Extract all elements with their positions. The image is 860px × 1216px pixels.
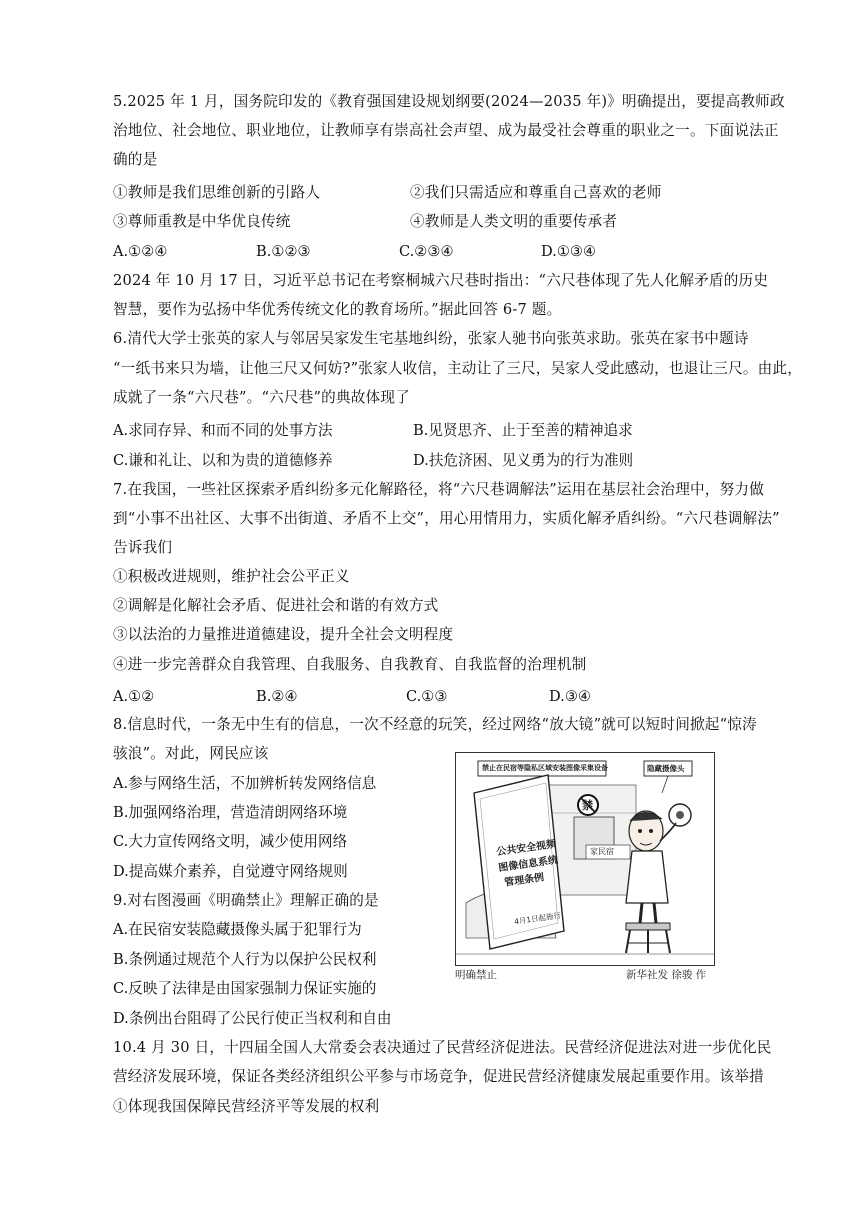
cartoon-caption-right: 新华社发 徐骏 作	[626, 969, 707, 981]
q7-option-c: C.①③	[406, 688, 448, 705]
q6-option-a: A.求同存异、和而不同的处事方法	[113, 422, 333, 439]
q5-stem-line-3: 确的是	[113, 151, 158, 168]
q5-option-a: A.①②④	[113, 243, 168, 260]
cartoon-banner-text: 禁止在民宿等隐私区域安装图像采集设备	[482, 764, 608, 772]
q9-option-c: C.反映了法律是由国家强制力保证实施的	[113, 980, 377, 997]
q9-option-b: B.条例通过规范个人行为以保护公民权利	[113, 951, 377, 968]
cartoon-door-sign-text: 家民宿	[590, 847, 614, 856]
q5-statement-1: ①教师是我们思维创新的引路人	[113, 184, 321, 201]
q7-option-d: D.③④	[549, 688, 591, 705]
q6-stem-line-3: 成就了一条“六尺巷”。“六尺巷”的典故体现了	[113, 389, 410, 406]
q5-statement-4: ④教师是人类文明的重要传承者	[410, 213, 618, 230]
q7-option-a: A.①②	[113, 688, 155, 705]
intro67-line-2: 智慧，要作为弘扬中华优秀传统文化的教育场所。”据此回答 6-7 题。	[113, 301, 562, 318]
q5-stem-line-1: 5.2025 年 1 月，国务院印发的《教育强国建设规划纲要(2024—2035 年)》明确提出，要提高教师政	[113, 93, 785, 110]
q10-stem-line-1: 10.4 月 30 日，十四届全国人大常委会表决通过了民营经济促进法。民营经济促进法对进一步优化民	[113, 1039, 772, 1056]
q7-stem-line-1: 7.在我国，一些社区探索矛盾纠纷多元化解路径，将“六尺巷调解法”运用在基层社会治理中，努力做	[113, 481, 764, 498]
q5-option-d: D.①③④	[541, 243, 597, 260]
cartoon-sign-text: 禁	[582, 799, 593, 812]
q7-stem-line-2: 到“小事不出社区、大事不出街道、矛盾不上交”，用心用情用力，实质化解矛盾纠纷。“六尺巷调解法”	[113, 510, 780, 527]
cartoon-doc-title-3: 管理条例	[503, 872, 545, 889]
q8-option-a: A.参与网络生活，不加辨析转发网络信息	[113, 775, 377, 792]
q7-stem-line-3: 告诉我们	[113, 539, 173, 556]
q9-stem: 9.对右图漫画《明确禁止》理解正确的是	[113, 892, 379, 909]
q5-statement-2: ②我们只需适应和尊重自己喜欢的老师	[410, 184, 662, 201]
q5-option-c: C.②③④	[399, 243, 454, 260]
q7-statement-4: ④进一步完善群众自我管理、自我服务、自我教育、自我监督的治理机制	[113, 656, 587, 673]
q8-option-c: C.大力宣传网络文明，减少使用网络	[113, 833, 348, 850]
q8-option-b: B.加强网络治理，营造清朗网络环境	[113, 804, 348, 821]
cartoon-mingque-jinzhi	[455, 752, 715, 966]
cartoon-tag-text: 隐藏摄像头	[647, 764, 685, 773]
q10-stem-line-2: 营经济发展环境，保证各类经济组织公平参与市场竞争，促进民营经济健康发展起重要作用。该举措	[113, 1068, 764, 1085]
q9-option-a: A.在民宿安装隐藏摄像头属于犯罪行为	[113, 921, 362, 938]
q5-option-b: B.①②③	[256, 243, 311, 260]
cartoon-caption-left: 明确禁止	[455, 969, 497, 981]
q10-statement-1: ①体现我国保障民营经济平等发展的权利	[113, 1098, 380, 1115]
cartoon-drawing	[456, 753, 714, 965]
q6-stem-line-1: 6.清代大学士张英的家人与邻居吴家发生宅基地纠纷，张家人驰书向张英求助。张英在家书中题诗	[113, 330, 749, 347]
intro67-line-1: 2024 年 10 月 17 日，习近平总书记在考察桐城六尺巷时指出：“六尺巷体现了先人化解矛盾的历史	[113, 272, 769, 289]
q9-option-d: D.条例出台阻碍了公民行使正当权利和自由	[113, 1010, 392, 1027]
q6-option-b: B.见贤思齐、止于至善的精神追求	[413, 422, 633, 439]
q7-statement-3: ③以法治的力量推进道德建设，提升全社会文明程度	[113, 626, 454, 643]
q7-option-b: B.②④	[256, 688, 298, 705]
q8-stem-line-2: 骇浪”。对此，网民应该	[113, 745, 269, 762]
q5-statement-3: ③尊师重教是中华优良传统	[113, 213, 291, 230]
cartoon-doc-title-1: 公共安全视频	[495, 838, 557, 859]
q6-option-d: D.扶危济困、见义勇为的行为准则	[413, 452, 634, 469]
cartoon-doc-title-2: 图像信息系统	[497, 854, 559, 875]
cartoon-doc-date: 4月1日起施行	[513, 910, 562, 927]
q7-statement-2: ②调解是化解社会矛盾、促进社会和谐的有效方式	[113, 597, 439, 614]
q8-option-d: D.提高媒介素养，自觉遵守网络规则	[113, 863, 348, 880]
q8-stem-line-1: 8.信息时代，一条无中生有的信息，一次不经意的玩笑，经过网络“放大镜”就可以短时间掀起“惊涛	[113, 716, 757, 733]
q5-stem-line-2: 治地位、社会地位、职业地位，让教师享有崇高社会声望、成为最受社会尊重的职业之一。下面说法正	[113, 122, 779, 139]
q7-statement-1: ①积极改进规则，维护社会公平正义	[113, 568, 350, 585]
q6-option-c: C.谦和礼让、以和为贵的道德修养	[113, 452, 333, 469]
q6-stem-line-2: “一纸书来只为墙，让他三尺又何妨?”张家人收信，主动让了三尺，吴家人受此感动，也退让三尺。由此，	[113, 360, 803, 377]
